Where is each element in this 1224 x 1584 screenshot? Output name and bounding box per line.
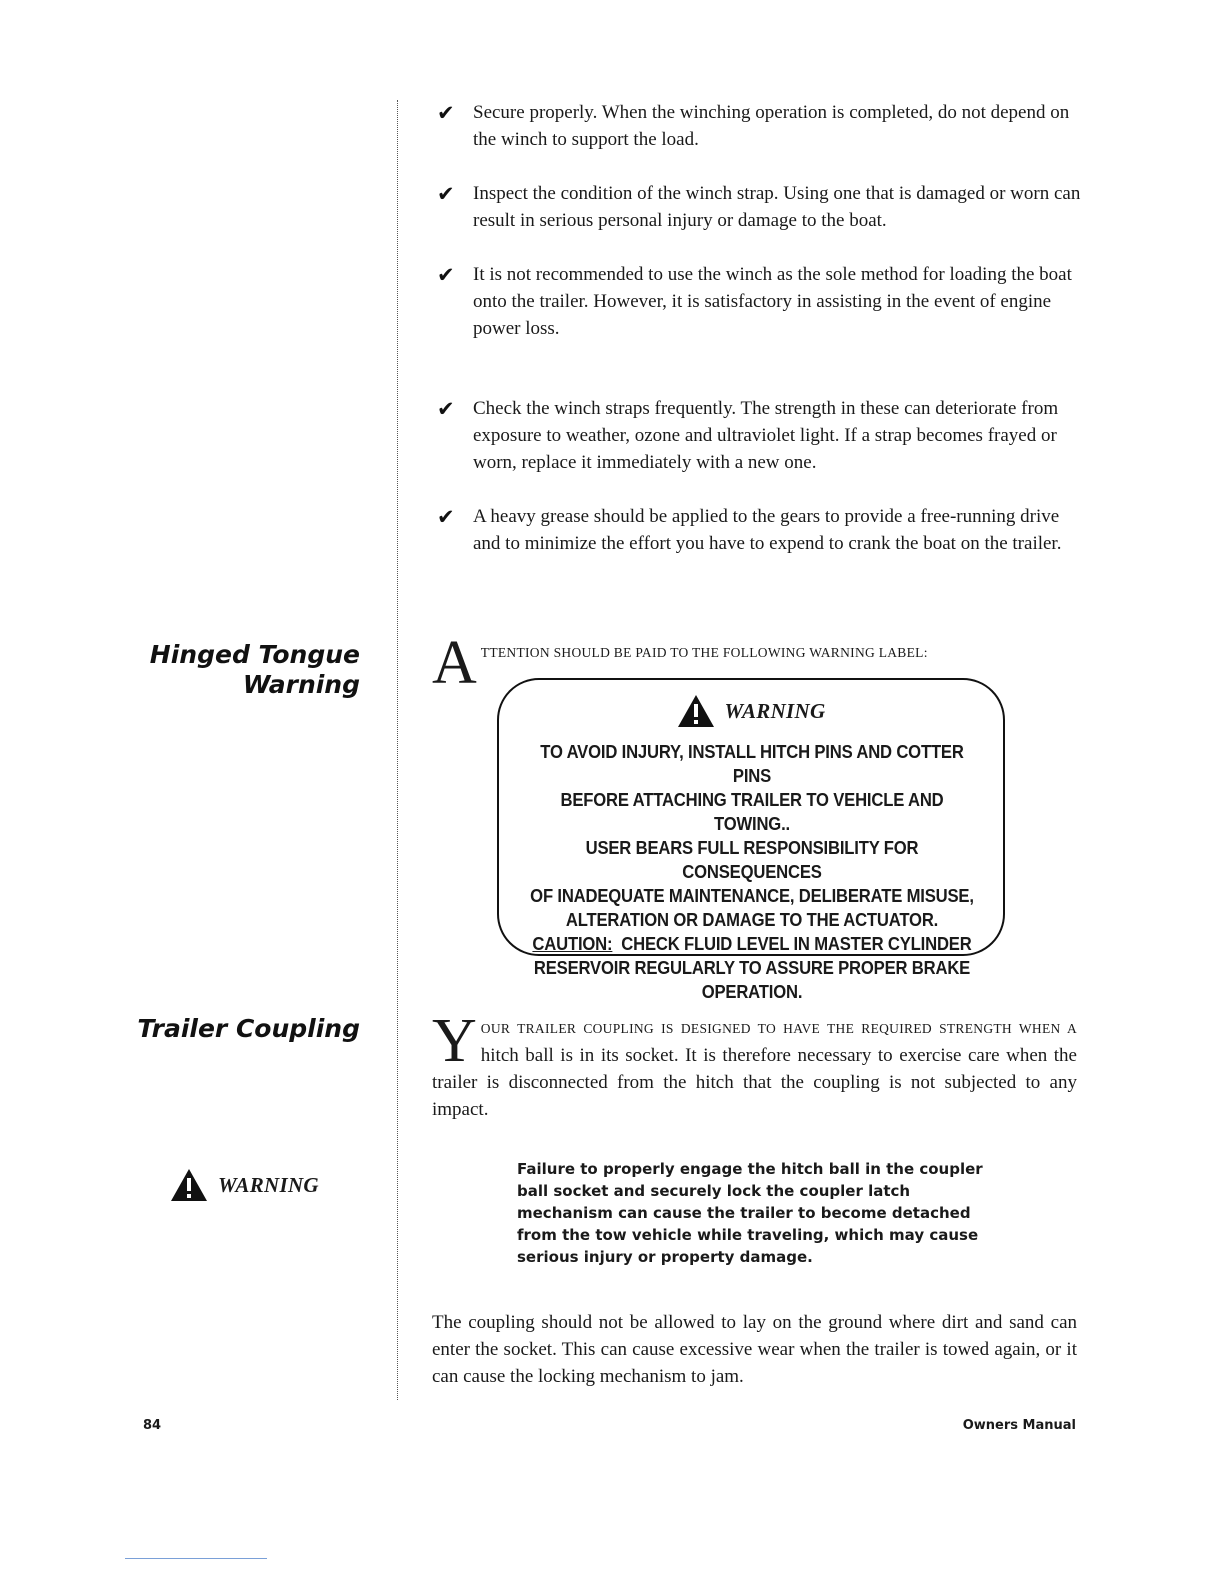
- section-heading-hinged-tongue: [150, 640, 360, 700]
- checkmark-icon: ✔: [437, 182, 455, 206]
- coupling-final-paragraph: The coupling should not be allowed to lay on the ground where dirt and sand can enter the socket. This can cause excessive wear when the trailer is towed again, or it can cause the locking mechanism to jam.: [432, 1312, 1077, 1387]
- section-heading-trailer-coupling: [137, 1014, 360, 1044]
- checkmark-icon: ✔: [437, 397, 455, 421]
- trailer-coupling-intro: [432, 1007, 1077, 1123]
- warning-triangle-icon: [677, 694, 715, 728]
- warning-label: [497, 678, 1005, 1002]
- bullet-item: [437, 261, 1082, 342]
- warning-label-title: [499, 694, 1003, 728]
- heading-line: Warning: [242, 670, 360, 699]
- label-line: USER BEARS FULL RESPONSIBILITY FOR CONSEQUENCES: [585, 837, 919, 882]
- bullet-text: It is not recommended to use the winch as the sole method for loading the boat onto the trailer. However, it is satisfactory in assisting in the event of engine power loss.: [473, 264, 1072, 339]
- drop-cap: Y: [432, 1007, 477, 1075]
- bullet-text: Inspect the condition of the winch strap. Using one that is damaged or worn can result in serious personal injury or damage to the boat.: [473, 183, 1081, 231]
- side-warning-text: WARNING: [218, 1172, 319, 1197]
- label-line: BEFORE ATTACHING TRAILER TO VEHICLE AND TOWING..: [560, 789, 944, 834]
- page-number: 84: [143, 1418, 162, 1433]
- scan-artifact-line: [125, 1558, 267, 1559]
- warning-title: WARNING: [724, 698, 826, 723]
- heading-line: Hinged Tongue: [149, 640, 360, 669]
- label-line: [530, 932, 975, 956]
- caution-word: CAUTION:: [532, 933, 613, 954]
- bullet-text: Check the winch straps frequently. The strength in these can deteriorate from exposure to weather, ozone and ultraviolet light. If a strap becomes frayed or worn, replace it immediately with a new one.: [473, 398, 1059, 473]
- label-line: OPERATION.: [701, 981, 803, 1002]
- warning-label-text: [530, 740, 975, 1004]
- checkmark-icon: ✔: [437, 101, 455, 125]
- drop-cap: A: [432, 629, 477, 697]
- coupling-warning-text: Failure to properly engage the hitch ball in the coupler ball socket and securely lock the coupler latch mechanism can cause the trailer to become detached from the tow vehicle while traveling, which may cause serious injury or property damage.: [517, 1160, 983, 1266]
- bullet-text: A heavy grease should be applied to the gears to provide a free-running drive and to minimize the effort you have to expend to crank the boat on the trailer.: [473, 506, 1062, 554]
- checkmark-icon: ✔: [437, 505, 455, 529]
- caution-text: CHECK FLUID LEVEL IN MASTER CYLINDER: [612, 933, 972, 954]
- side-warning: [170, 1168, 319, 1202]
- bullet-item: [437, 395, 1082, 476]
- warning-triangle-icon: [170, 1168, 208, 1202]
- bullet-item: [437, 180, 1082, 234]
- label-line: TO AVOID INJURY, INSTALL HITCH PINS AND COTTER PINS: [540, 741, 964, 786]
- bullet-item: [437, 503, 1082, 557]
- paragraph-text: hitch ball is in its socket. It is therefore necessary to exercise care when the trailer is disconnected from the hitch that the coupling is not subjected to any impact.: [432, 1045, 1077, 1120]
- bullet-item: [437, 99, 1082, 153]
- column-divider: [397, 100, 398, 1400]
- smallcaps-lead: OUR TRAILER COUPLING IS DESIGNED TO HAVE THE REQUIRED STRENGTH WHEN A: [480, 1021, 1077, 1036]
- manual-title: Owners Manual: [962, 1418, 1076, 1433]
- checkmark-icon: ✔: [437, 263, 455, 287]
- label-line: RESERVOIR REGULARLY TO ASSURE PROPER BRAKE: [533, 957, 971, 978]
- label-line: ALTERATION OR DAMAGE TO THE ACTUATOR.: [565, 909, 939, 930]
- heading-line: Trailer Coupling: [137, 1014, 360, 1043]
- intro-text: TTENTION SHOULD BE PAID TO THE FOLLOWING WARNING LABEL:: [480, 645, 928, 660]
- bullet-text: Secure properly. When the winching operation is completed, do not depend on the winch to support the load.: [473, 102, 1070, 150]
- label-line: OF INADEQUATE MAINTENANCE, DELIBERATE MISUSE,: [530, 885, 974, 906]
